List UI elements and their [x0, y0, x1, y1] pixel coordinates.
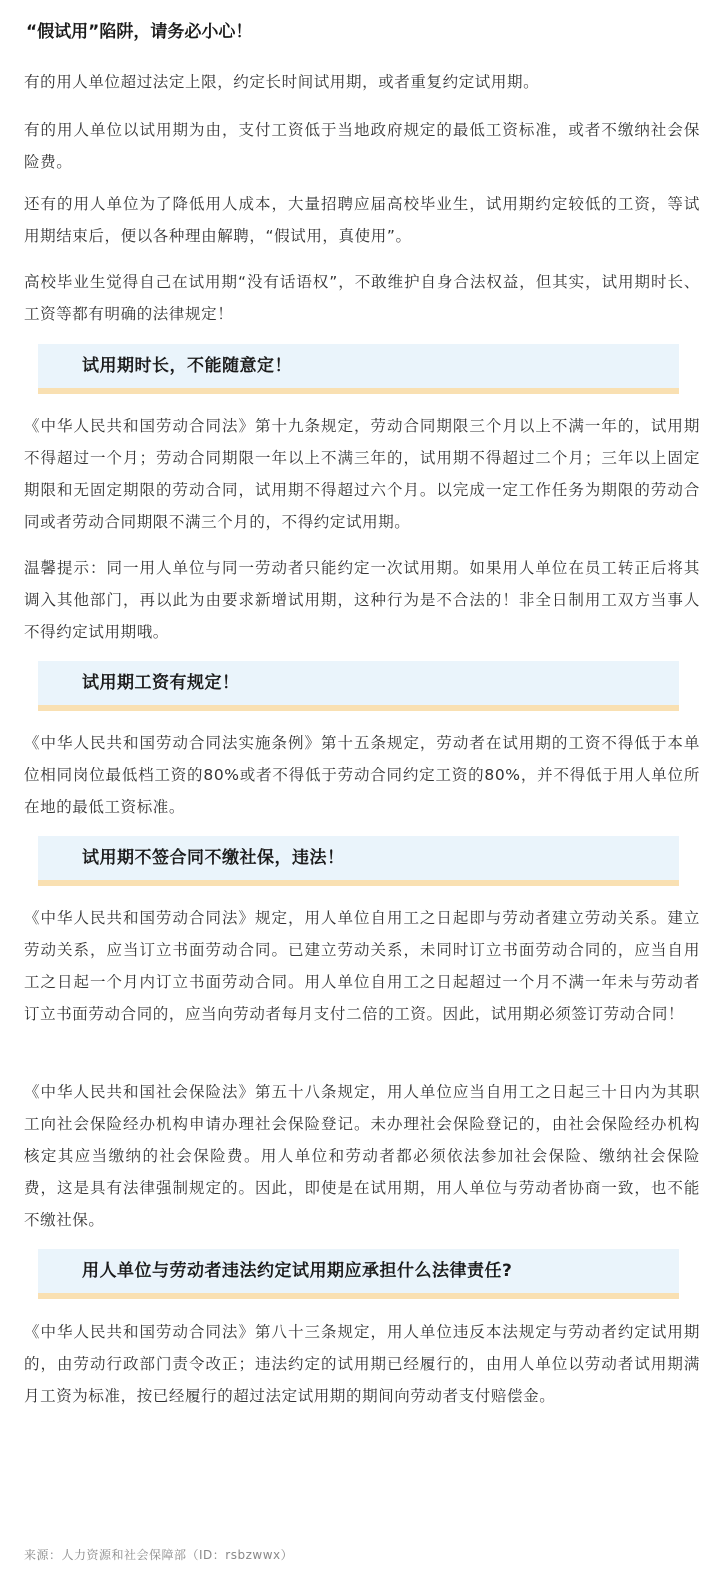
intro-paragraph: 有的用人单位以试用期为由，支付工资低于当地政府规定的最低工资标准，或者不缴纳社会保险费。	[24, 121, 700, 171]
intro-paragraph: 还有的用人单位为了降低用人成本，大量招聘应届高校毕业生，试用期约定较低的工资，等试用期结束后，便以各种理由解聘，“假试用，真使用”。	[24, 195, 700, 245]
intro-paragraph: 高校毕业生觉得自己在试用期“没有话语权”，不敢维护自身合法权益，但其实，试用期时长、工资等都有明确的法律规定！	[24, 273, 700, 323]
section-paragraph: 《中华人民共和国劳动合同法》第八十三条规定，用人单位违反本法规定与劳动者约定试用期的，由劳动行政部门责令改正；违法约定的试用期已经履行的，由用人单位以劳动者试用期满月工资为标准，按已经履行的超过法定试用期的期间向劳动者支付赔偿金。	[24, 1323, 700, 1405]
section-header-trial-duration	[38, 344, 679, 394]
section-paragraph: 《中华人民共和国劳动合同法实施条例》第十五条规定，劳动者在试用期的工资不得低于本单位相同岗位最低档工资的80%或者不得低于劳动合同约定工资的80%，并不得低于用人单位所在地的最低工资标准。	[24, 734, 700, 816]
intro-paragraph: 有的用人单位超过法定上限，约定长时间试用期，或者重复约定试用期。	[24, 73, 540, 91]
intro-title: “假试用”陷阱，请务必小心！	[26, 22, 253, 42]
section-paragraph: 《中华人民共和国劳动合同法》第十九条规定，劳动合同期限三个月以上不满一年的，试用期不得超过一个月；劳动合同期限一年以上不满三年的，试用期不得超过二个月；三年以上固定期限和无固定期限的劳动合同，试用期不得超过六个月。以完成一定工作任务为期限的劳动合同或者劳动合同期限不满三个月的，不得约定试用期。	[24, 417, 700, 531]
section-paragraph: 《中华人民共和国社会保险法》第五十八条规定，用人单位应当自用工之日起三十日内为其职工向社会保险经办机构申请办理社会保险登记。未办理社会保险登记的，由社会保险经办机构核定其应当缴纳的社会保险费。用人单位和劳动者都必须依法参加社会保险、缴纳社会保险费，这是具有法律强制规定的。因此，即使是在试用期，用人单位与劳动者协商一致，也不能不缴社保。	[24, 1083, 700, 1229]
section-heading: 试用期工资有规定！	[82, 673, 240, 693]
section-header-legal-liability	[38, 1249, 679, 1299]
section-header-trial-wages	[38, 661, 679, 711]
section-heading: 试用期时长，不能随意定！	[82, 356, 292, 376]
section-header-contract-insurance	[38, 836, 679, 886]
source-credit: 来源：人力资源和社会保障部（ID：rsbzwwx）	[24, 1548, 294, 1562]
section-paragraph: 温馨提示：同一用人单位与同一劳动者只能约定一次试用期。如果用人单位在员工转正后将其调入其他部门，再以此为由要求新增试用期，这种行为是不合法的！非全日制用工双方当事人不得约定试用期哦。	[24, 559, 700, 641]
section-heading: 试用期不签合同不缴社保，违法！	[82, 848, 345, 868]
section-heading: 用人单位与劳动者违法约定试用期应承担什么法律责任?	[82, 1261, 513, 1281]
section-paragraph: 《中华人民共和国劳动合同法》规定，用人单位自用工之日起即与劳动者建立劳动关系。建立劳动关系，应当订立书面劳动合同。已建立劳动关系，未同时订立书面劳动合同的，应当自用工之日起一个月内订立书面劳动合同。用人单位自用工之日起超过一个月不满一年未与劳动者订立书面劳动合同的，应当向劳动者每月支付二倍的工资。因此，试用期必须签订劳动合同！	[24, 909, 700, 1023]
